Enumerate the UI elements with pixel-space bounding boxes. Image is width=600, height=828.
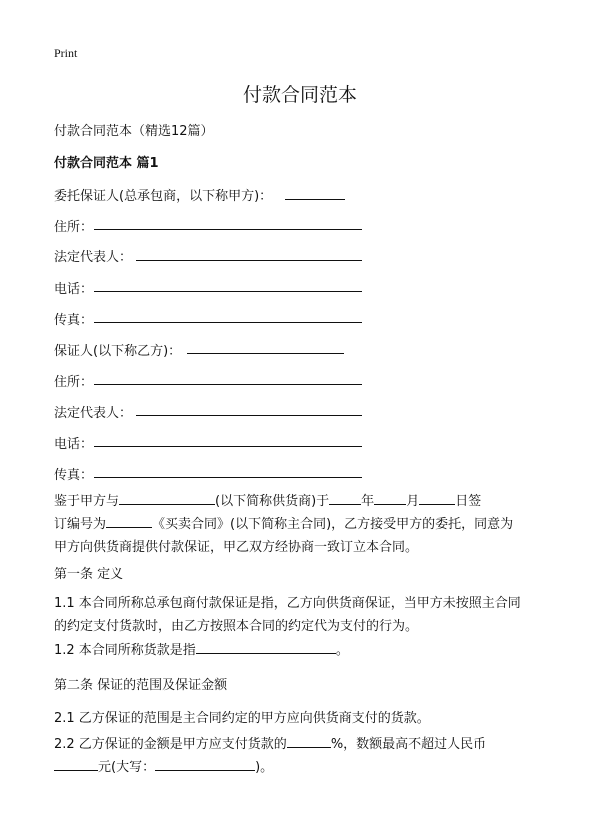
amount-in-words-blank	[155, 758, 255, 771]
preamble-line-2	[54, 513, 513, 536]
party-b-address-label: 住所：	[54, 375, 94, 390]
party-b-name-blank	[187, 353, 344, 354]
preamble-line-3: 甲方向供货商提供付款保证，甲乙双方经协商一致订立本合同。	[54, 540, 419, 555]
clause-2-2-text: %，数额最高不超过人民币	[330, 737, 487, 752]
print-link[interactable]: Print	[54, 46, 78, 60]
article-1-heading: 第一条 定义	[54, 567, 124, 582]
clause-1-2	[54, 639, 349, 662]
day-blank	[419, 492, 455, 505]
clause-1-1-line: 的约定支付货款时，由乙方按照本合同的约定代为支付的行为。	[54, 619, 419, 634]
clause-2-2-text: 元(大写：	[98, 760, 156, 775]
clause-2-1: 2.1 乙方保证的范围是主合同约定的甲方应向供货商支付的货款。	[54, 711, 430, 726]
preamble-text: (以下简称供货商)于	[215, 494, 330, 509]
section-heading: 付款合同范本 篇1	[54, 156, 159, 171]
party-a-phone-label: 电话：	[54, 282, 94, 297]
preamble-text: 鉴于甲方与	[54, 494, 120, 509]
clause-2-2-line-2	[54, 756, 486, 779]
party-a-address-blank	[94, 229, 362, 230]
year-blank	[329, 492, 361, 505]
party-b-phone-blank	[94, 446, 362, 447]
preamble-text: 《买卖合同》(以下简称主合同)，乙方接受甲方的委托，同意为	[152, 517, 514, 532]
clause-2-2	[54, 733, 486, 779]
party-a-rep-blank	[136, 260, 362, 261]
party-b-phone-label: 电话：	[54, 437, 94, 452]
party-a-label: 委托保证人(总承包商，以下称甲方)：	[54, 189, 273, 204]
page-title: 付款合同范本	[242, 84, 357, 106]
party-b-fax-label: 传真：	[54, 468, 94, 483]
party-b-rep-label: 法定代表人：	[54, 406, 133, 421]
preamble-line-1	[54, 490, 513, 513]
party-a-rep-label: 法定代表人：	[54, 250, 133, 265]
clause-2-2-line-1	[54, 733, 486, 756]
month-blank	[374, 492, 406, 505]
clause-2-2-text: )。	[255, 760, 274, 775]
percentage-blank	[287, 735, 331, 748]
party-a-fax-blank	[94, 322, 362, 323]
clause-1-2-text: 。	[335, 643, 349, 658]
clause-2-2-text: 2.2 乙方保证的金额是甲方应支付货款的	[54, 737, 287, 752]
clause-1-1	[54, 592, 521, 638]
preamble-text: 月	[406, 494, 420, 509]
goods-payment-blank	[196, 641, 336, 654]
preamble-text: 年	[361, 494, 375, 509]
party-a-fax-label: 传真：	[54, 313, 94, 328]
amount-blank	[54, 758, 98, 771]
supplier-blank	[119, 492, 215, 505]
preamble-paragraph	[54, 490, 513, 559]
preamble-text: 日签	[455, 494, 482, 509]
party-b-label: 保证人(以下称乙方)：	[54, 344, 182, 359]
clause-1-2-text: 1.2 本合同所称货款是指	[54, 643, 196, 658]
party-a-phone-blank	[94, 291, 362, 292]
preamble-text: 订编号为	[54, 517, 107, 532]
party-a-name-blank	[285, 199, 345, 200]
party-b-address-blank	[94, 384, 362, 385]
document-subtitle: 付款合同范本（精选12篇）	[54, 124, 214, 139]
contract-number-blank	[106, 515, 152, 528]
party-b-rep-blank	[136, 415, 362, 416]
article-2-heading: 第二条 保证的范围及保证金额	[54, 678, 228, 693]
party-b-fax-blank	[94, 477, 362, 478]
clause-1-1-line: 1.1 本合同所称总承包商付款保证是指，乙方向供货商保证，当甲方未按照主合同	[54, 596, 521, 611]
party-a-address-label: 住所：	[54, 220, 94, 235]
